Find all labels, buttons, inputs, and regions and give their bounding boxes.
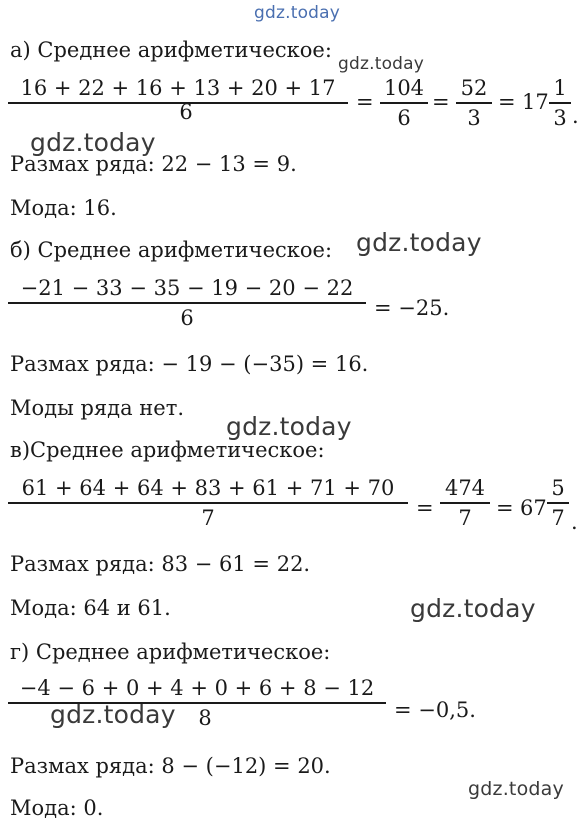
denominator: 6 xyxy=(397,105,411,130)
range-c: Размах ряда: 83 − 61 = 22. xyxy=(10,552,311,576)
heading-d: г) Среднее арифметическое: xyxy=(10,640,331,664)
equals-sign: = xyxy=(432,90,450,114)
numerator: 61 + 64 + 64 + 83 + 61 + 71 + 70 xyxy=(21,476,395,500)
equals-sign: = xyxy=(416,496,434,520)
numerator: 5 xyxy=(551,476,565,500)
heading-b: б) Среднее арифметическое: xyxy=(10,238,333,262)
mode-a: Мода: 16. xyxy=(10,196,117,220)
whole-part: 67 xyxy=(520,496,547,520)
numerator: 104 xyxy=(383,76,425,100)
range-b: Размах ряда: − 19 − (−35) = 16. xyxy=(10,352,369,376)
equals-sign: = xyxy=(498,90,516,114)
denominator: 3 xyxy=(467,105,481,130)
fraction-c-mean xyxy=(8,478,408,529)
numerator: −4 − 6 + 0 + 4 + 0 + 6 + 8 − 12 xyxy=(19,676,375,700)
fraction-bar xyxy=(8,102,348,104)
numerator: 1 xyxy=(553,76,567,100)
result-d: = −0,5. xyxy=(394,698,476,722)
mode-b: Моды ряда нет. xyxy=(10,396,184,420)
denominator: 8 xyxy=(198,705,212,730)
heading-c: в)Среднее арифметическое: xyxy=(10,438,325,462)
fraction-b-mean xyxy=(8,278,366,329)
range-d: Размах ряда: 8 − (−12) = 20. xyxy=(10,754,331,778)
fraction-a-3 xyxy=(456,78,492,129)
denominator: 6 xyxy=(180,305,194,330)
denominator: 7 xyxy=(458,505,472,530)
equals-sign: = xyxy=(356,90,374,114)
fraction-a-2 xyxy=(380,78,428,129)
denominator: 7 xyxy=(551,505,565,530)
watermark: gdz.today xyxy=(226,412,352,441)
watermark: gdz.today xyxy=(410,594,536,623)
watermark: gdz.today xyxy=(30,128,156,157)
numerator: 16 + 22 + 16 + 13 + 20 + 17 xyxy=(20,76,336,100)
range-a: Размах ряда: 22 − 13 = 9. xyxy=(10,152,297,176)
mode-d: Мода: 0. xyxy=(10,796,104,820)
mode-c: Мода: 64 и 61. xyxy=(10,596,171,620)
numerator: 52 xyxy=(460,76,488,100)
denominator: 3 xyxy=(553,105,567,130)
whole-part: 17 xyxy=(522,90,549,114)
period: . xyxy=(571,510,578,534)
watermark: gdz.today xyxy=(50,700,176,729)
numerator: −21 − 33 − 35 − 19 − 20 − 22 xyxy=(20,276,354,300)
numerator: 474 xyxy=(444,476,486,500)
watermark: gdz.today xyxy=(468,778,564,800)
result-b: = −25. xyxy=(374,296,450,320)
equals-sign: = xyxy=(496,496,514,520)
heading-a: а) Среднее арифметическое: xyxy=(10,38,332,62)
denominator: 7 xyxy=(201,505,215,530)
fraction-c-3 xyxy=(547,478,569,529)
watermark: gdz.today xyxy=(356,228,482,257)
period: . xyxy=(572,104,579,128)
fraction-c-2 xyxy=(440,478,490,529)
watermark: gdz.today xyxy=(338,54,425,74)
denominator: 6 xyxy=(179,99,193,124)
fraction-a-mean xyxy=(8,78,348,129)
fraction-a-4 xyxy=(549,78,571,129)
watermark: gdz.today xyxy=(254,3,341,23)
